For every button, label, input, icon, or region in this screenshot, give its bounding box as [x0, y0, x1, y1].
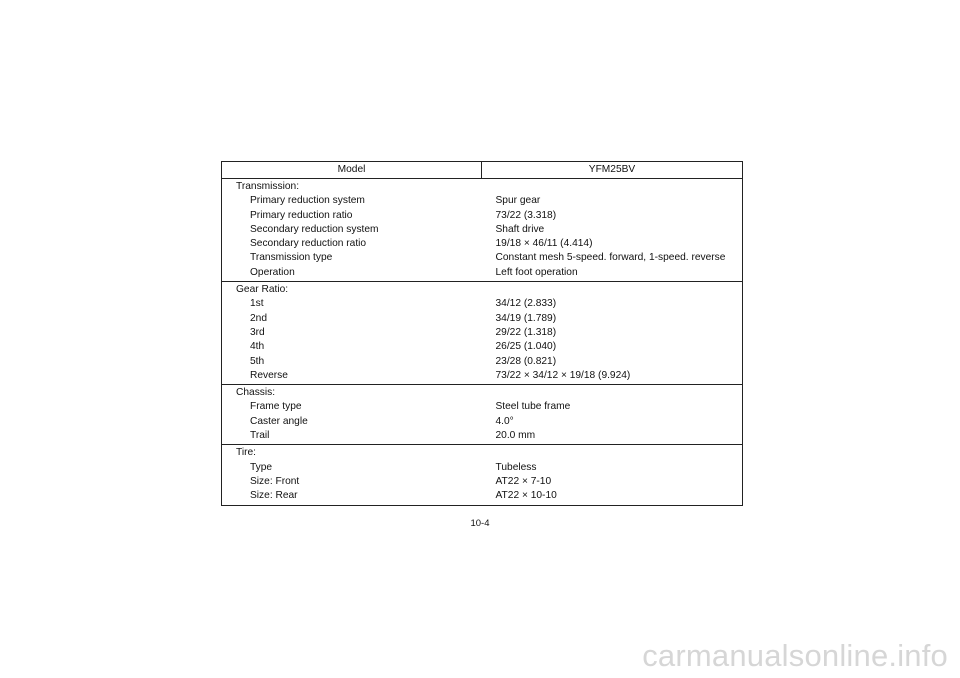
spec-label: Caster angle — [250, 415, 308, 427]
spec-label: 3rd — [250, 326, 265, 338]
section-tire — [222, 445, 743, 505]
header-model-label: Model — [222, 162, 482, 179]
table-row — [222, 312, 742, 326]
table-row — [222, 340, 742, 354]
table-row — [222, 251, 742, 265]
spec-label: Transmission type — [250, 252, 333, 264]
page-number: 10-4 — [470, 518, 490, 529]
spec-label: Frame type — [250, 401, 302, 413]
spec-value: 20.0 mm — [495, 430, 536, 442]
header-model-value: YFM25BV — [482, 162, 743, 179]
spec-value: 73/22 × 34/12 × 19/18 (9.924) — [495, 369, 631, 381]
table-row — [222, 489, 742, 503]
spec-label: Type — [250, 461, 273, 473]
spec-value: 19/18 × 46/11 (4.414) — [495, 238, 593, 250]
section-title-row — [222, 283, 742, 297]
spec-value: Left foot operation — [495, 266, 578, 278]
spec-value: Shaft drive — [495, 223, 545, 235]
spec-label: 1st — [250, 298, 264, 310]
section-transmission — [222, 179, 743, 282]
spec-label: 5th — [250, 355, 265, 367]
spec-label: Primary reduction ratio — [250, 209, 353, 221]
watermark-text: carmanualsonline.info — [642, 638, 948, 673]
section-title-row — [222, 446, 742, 460]
section-title-row — [222, 180, 742, 194]
spec-value: Constant mesh 5-speed. forward, 1-speed. reverse — [495, 252, 726, 264]
table-row — [222, 400, 742, 414]
section-title: Transmission: — [236, 181, 300, 192]
spec-table — [221, 161, 743, 506]
spec-value: AT22 × 7-10 — [495, 475, 552, 487]
spec-label: Operation — [250, 266, 295, 278]
spec-value: Tubeless — [495, 461, 537, 473]
table-row — [222, 209, 742, 223]
spec-value: 23/28 (0.821) — [495, 355, 557, 367]
table-row — [222, 475, 742, 489]
table-row — [222, 223, 742, 237]
table-row — [222, 415, 742, 429]
spec-label: Secondary reduction system — [250, 223, 379, 235]
spec-value: 73/22 (3.318) — [495, 209, 557, 221]
spec-label: 4th — [250, 341, 265, 353]
section-gear-ratio — [222, 282, 743, 385]
spec-value: Spur gear — [495, 195, 541, 207]
section-chassis — [222, 385, 743, 445]
spec-value: 4.0° — [495, 415, 514, 427]
spec-value: 34/19 (1.789) — [495, 312, 557, 324]
spec-label: Primary reduction system — [250, 195, 365, 207]
table-row — [222, 237, 742, 251]
spec-label: Reverse — [250, 369, 288, 381]
table-row — [222, 297, 742, 311]
spec-value: 29/22 (1.318) — [495, 326, 557, 338]
section-title: Chassis: — [236, 387, 276, 399]
table-row — [222, 461, 742, 475]
table-row — [222, 429, 742, 443]
table-row — [222, 326, 742, 340]
spec-label: Trail — [250, 430, 270, 442]
section-title: Tire: — [236, 447, 256, 459]
table-header-row — [222, 162, 743, 179]
spec-value: Steel tube frame — [495, 401, 571, 413]
spec-label: Size: Rear — [250, 490, 298, 502]
spec-value: AT22 × 10-10 — [495, 490, 557, 502]
table-row — [222, 369, 742, 383]
spec-label: 2nd — [250, 312, 267, 324]
spec-value: 26/25 (1.040) — [495, 341, 557, 353]
spec-label: Size: Front — [250, 475, 300, 487]
table-row — [222, 355, 742, 369]
section-title-row — [222, 386, 742, 400]
spec-label: Secondary reduction ratio — [250, 238, 367, 250]
spec-value: 34/12 (2.833) — [495, 298, 557, 310]
table-row — [222, 194, 742, 208]
table-row — [222, 266, 742, 280]
section-title: Gear Ratio: — [236, 284, 289, 296]
